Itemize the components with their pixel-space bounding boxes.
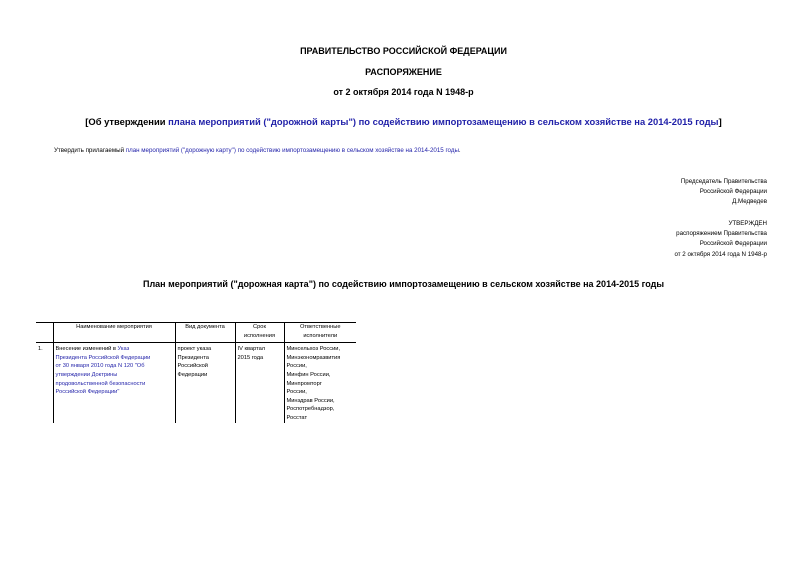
- decree-body-paragraph: [54, 147, 461, 154]
- document-heading: [0, 116, 807, 127]
- approval-date: от 2 октября 2014 года N 1948-р: [674, 250, 767, 258]
- deadline-line: IV квартал: [237, 346, 266, 353]
- header-executors-l2: исполнители: [303, 332, 338, 339]
- executor-line: России,: [286, 363, 307, 370]
- executor-line: Минэкономразвития: [286, 354, 341, 361]
- measure-name-line: [56, 345, 173, 354]
- decree-link-line[interactable]: Президента Российской Федерации: [55, 354, 151, 361]
- header-name: Наименование мероприятия: [53, 323, 175, 343]
- heading-open-bracket: [Об утверждении: [85, 116, 169, 127]
- doc-type-line: Федерации: [177, 371, 208, 378]
- doc-type-line: проект указа: [177, 346, 212, 353]
- executor-line: Росстат: [286, 414, 308, 421]
- executor-line: Минфин России,: [286, 371, 331, 378]
- signature-name: Д.Медведев: [732, 198, 767, 206]
- executor-line: России,: [286, 389, 307, 396]
- decree-link-line[interactable]: Российской Федерации": [55, 389, 120, 396]
- signature-country: Российской Федерации: [699, 188, 767, 196]
- document-date-number: от 2 октября 2014 года N 1948-р: [333, 87, 474, 97]
- executor-line: Минсельхоз России,: [286, 346, 341, 353]
- plan-table: [36, 322, 356, 423]
- decree-link-line[interactable]: от 30 января 2010 года N 120 "Об: [55, 363, 145, 370]
- row-doc-type: [175, 343, 235, 423]
- executor-line: Минздрав России,: [286, 397, 335, 404]
- header-executors-l1: Ответственные: [299, 324, 341, 330]
- header-doc-type: Вид документа: [175, 323, 235, 343]
- header-executors: [284, 323, 356, 343]
- body-text-after: .: [458, 147, 461, 154]
- decree-link[interactable]: Указ: [117, 346, 130, 353]
- header-number: [36, 323, 53, 343]
- header-deadline-l2: исполнения: [243, 332, 276, 339]
- deadline-line: 2015 года: [237, 354, 264, 361]
- header-deadline: [235, 323, 284, 343]
- signature-position: Председатель Правительства: [680, 178, 767, 185]
- body-text-before: Утвердить прилагаемый: [54, 147, 126, 154]
- row-deadline: [235, 343, 284, 423]
- doc-type-line: Российской: [177, 363, 208, 370]
- approval-stamp-block: [674, 219, 767, 260]
- signature-block: [681, 177, 767, 208]
- body-plan-link[interactable]: план мероприятий ("дорожную карту") по содействию импортозамещению в сельском хозяйстве на 2014-2015 годы: [125, 147, 459, 154]
- plan-title: План мероприятий ("дорожная карта") по содействию импортозамещению в сельском хозяйстве на 2014-2015 годы: [142, 279, 664, 289]
- header-deadline-l1: Срок: [253, 324, 266, 330]
- row-measure-name: [53, 343, 175, 423]
- decree-link-line[interactable]: продовольственной безопасности: [55, 380, 146, 387]
- table-header-row: [36, 323, 356, 343]
- row-number: 1.: [38, 346, 43, 353]
- heading-plan-link[interactable]: плана мероприятий ("дорожной карты") по содействию импортозамещению в сельском хозяйстве на 2014-2015 годы: [168, 116, 719, 127]
- government-title: ПРАВИТЕЛЬСТВО РОССИЙСКОЙ ФЕДЕРАЦИИ: [300, 46, 507, 56]
- executor-line: Минпромторг: [286, 380, 322, 387]
- document-type: РАСПОРЯЖЕНИЕ: [365, 67, 442, 77]
- executor-line: Роспотребнадзор,: [286, 406, 335, 413]
- measure-name-text: Внесение изменений в: [55, 346, 118, 353]
- table-row: [36, 343, 356, 423]
- row-executors: [284, 343, 356, 423]
- doc-type-line: Президента: [177, 354, 209, 361]
- heading-close-bracket: ]: [718, 116, 722, 127]
- decree-link-line[interactable]: утверждении Доктрины: [55, 371, 118, 378]
- approval-by: распоряжением Правительства: [676, 230, 767, 238]
- approval-country: Российской Федерации: [699, 240, 767, 248]
- approval-word: УТВЕРЖДЕН: [728, 220, 767, 227]
